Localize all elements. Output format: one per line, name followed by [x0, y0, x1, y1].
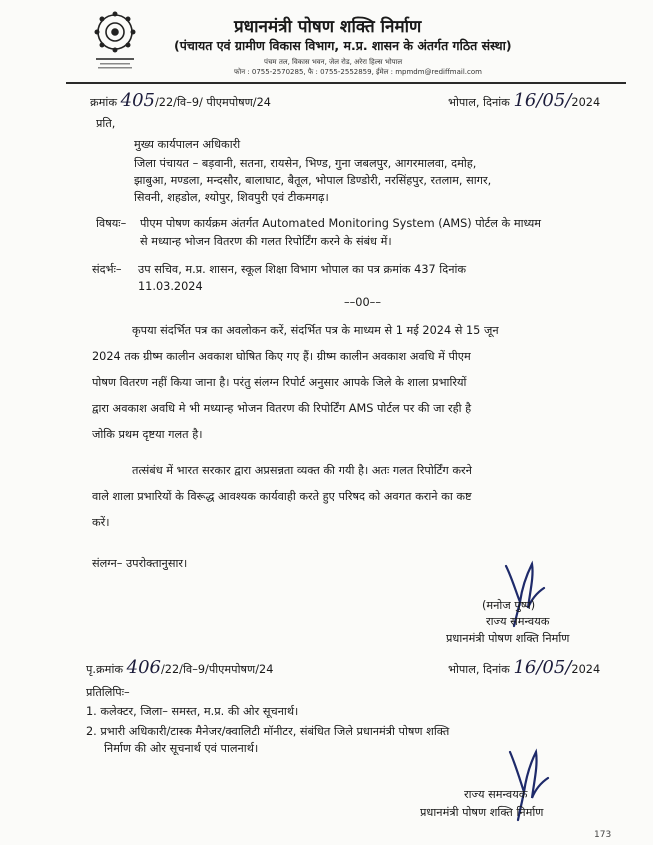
paragraph-line: द्वारा अवकाश अवधि मे भी मध्यान्ह भोजन वितरण की रिपोर्टिंग AMS पोर्टल पर की जा रही है	[92, 402, 472, 415]
reference-label: संदर्भः–	[92, 263, 122, 276]
recipient-line: सिवनी, शहडोल, श्योपुर, शिवपुरी एवं टीकमगढ़।	[134, 191, 329, 204]
enclosure: संलग्न– उपरोक्तानुसार।	[92, 557, 188, 570]
letter-number-suffix: /22/वि–9/ पीएमपोषण/24	[155, 96, 271, 109]
endorsement-number-suffix: /22/वि–9/पीएमपोषण/24	[161, 663, 274, 676]
recipient-line: मुख्य कार्यपालन अधिकारी	[134, 138, 241, 151]
letter-number	[90, 90, 271, 111]
signatory-office: प्रधानमंत्री पोषण शक्ति निर्माण	[446, 632, 570, 645]
copy-label: प्रतिलिपिः–	[86, 686, 130, 699]
endorsement-date	[448, 657, 600, 678]
endorsement-signatory-office: प्रधानमंत्री पोषण शक्ति निर्माण	[420, 806, 544, 819]
copy-item: 2. प्रभारी अधिकारी/टास्क मैनेजर/क्वालिटी मॉनीटर, संबंधित जिले प्रधानमंत्री पोषण शक्ति	[86, 725, 450, 738]
signatory-name: (मनोज पुष्प)	[482, 599, 536, 612]
org-contact: फोन : 0755-2570285, फै : 0755-2552859, ईमेल : mpmdm@rediffmail.com	[234, 68, 482, 76]
letter-date-label: भोपाल, दिनांक	[448, 96, 510, 109]
letter-number-prefix: क्रमांक	[90, 96, 118, 109]
org-address: पंचम तल, विकास भवन, जेल रोड, अरेरा हिल्स भोपाल	[264, 58, 403, 66]
org-subtitle: (पंचायत एवं ग्रामीण विकास विभाग, म.प्र. शासन के अंतर्गत गठित संस्था)	[174, 38, 512, 53]
endorsement-date-handwritten: 16/05/	[513, 657, 572, 678]
endorsement-number	[86, 657, 273, 678]
endorsement-number-prefix: पृ.क्रमांक	[86, 663, 124, 676]
paragraph-line: 2024 तक ग्रीष्म कालीन अवकाश घोषित किए गए हैं। ग्रीष्म कालीन अवकाश अवधि में पीएम	[92, 350, 471, 363]
signatory-designation: राज्य समन्वयक	[486, 615, 550, 628]
copy-item: निर्माण की ओर सूचनार्थ एवं पालनार्थ।	[104, 742, 259, 755]
recipient-line: जिला पंचायत – बड़वानी, सतना, रायसेन, भिण्ड, गुना जबलपुर, आगरमालवा, दमोह,	[134, 157, 477, 170]
org-name: प्रधानमंत्री पोषण शक्ति निर्माण	[234, 17, 422, 37]
page-number: 173	[594, 830, 612, 840]
copy-item: 1. कलेक्टर, जिला– समस्त, म.प्र. की ओर सूचनार्थ।	[86, 705, 299, 718]
emblem-logo-icon	[90, 10, 140, 76]
endorsement-date-year: 2024	[571, 663, 601, 676]
subject-line: पीएम पोषण कार्यक्रम अंतर्गत Automated Monitoring System (AMS) पोर्टल के माध्यम	[140, 217, 542, 230]
letter-date-handwritten: 16/05/	[513, 90, 572, 111]
reference-line: 11.03.2024	[138, 280, 203, 293]
endorsement-number-handwritten: 406	[126, 657, 161, 678]
endorsement-date-label: भोपाल, दिनांक	[448, 663, 510, 676]
paragraph-line: जोकि प्रथम दृष्टया गलत है।	[92, 428, 203, 441]
paragraph-line: कृपया संदर्भित पत्र का अवलोकन करें, संदर्भित पत्र के माध्यम से 1 मई 2024 से 15 जून	[132, 324, 499, 337]
paragraph-line: तत्संबंध में भारत सरकार द्वारा अप्रसन्नता व्यक्त की गयी है। अतः गलत रिपोर्टिंग करने	[132, 464, 472, 477]
endorsement-signatory-designation: राज्य समन्वयक	[464, 788, 528, 801]
letter-date-year: 2024	[571, 96, 601, 109]
subject-label: विषयः–	[96, 217, 127, 230]
recipient-line: झाबुआ, मण्डला, मन्दसौर, बालाघाट, बैतूल, भोपाल डिण्डोरी, नरसिंहपुर, रतलाम, सागर,	[134, 174, 492, 187]
header-divider	[66, 82, 626, 84]
letter-number-handwritten: 405	[120, 90, 155, 111]
subject-line: से मध्यान्ह भोजन वितरण की गलत रिपोर्टिंग करने के संबंध में।	[140, 235, 392, 248]
paragraph-line: करें।	[92, 516, 110, 529]
paragraph-line: वाले शाला प्रभारियों के विरूद्ध आवश्यक कार्यवाही करते हुए परिषद को अवगत कराने का कष्ट	[92, 490, 472, 503]
letter-date	[448, 90, 600, 111]
paragraph-line: पोषण वितरण नहीं किया जाना है। परंतु संलग्न रिपोर्ट अनुसार आपके जिले के शाला प्रभारियों	[92, 376, 467, 389]
to-label: प्रति,	[96, 117, 116, 130]
separator: ––00––	[344, 296, 381, 309]
reference-line: उप सचिव, म.प्र. शासन, स्कूल शिक्षा विभाग भोपाल का पत्र क्रमांक 437 दिनांक	[138, 263, 467, 276]
